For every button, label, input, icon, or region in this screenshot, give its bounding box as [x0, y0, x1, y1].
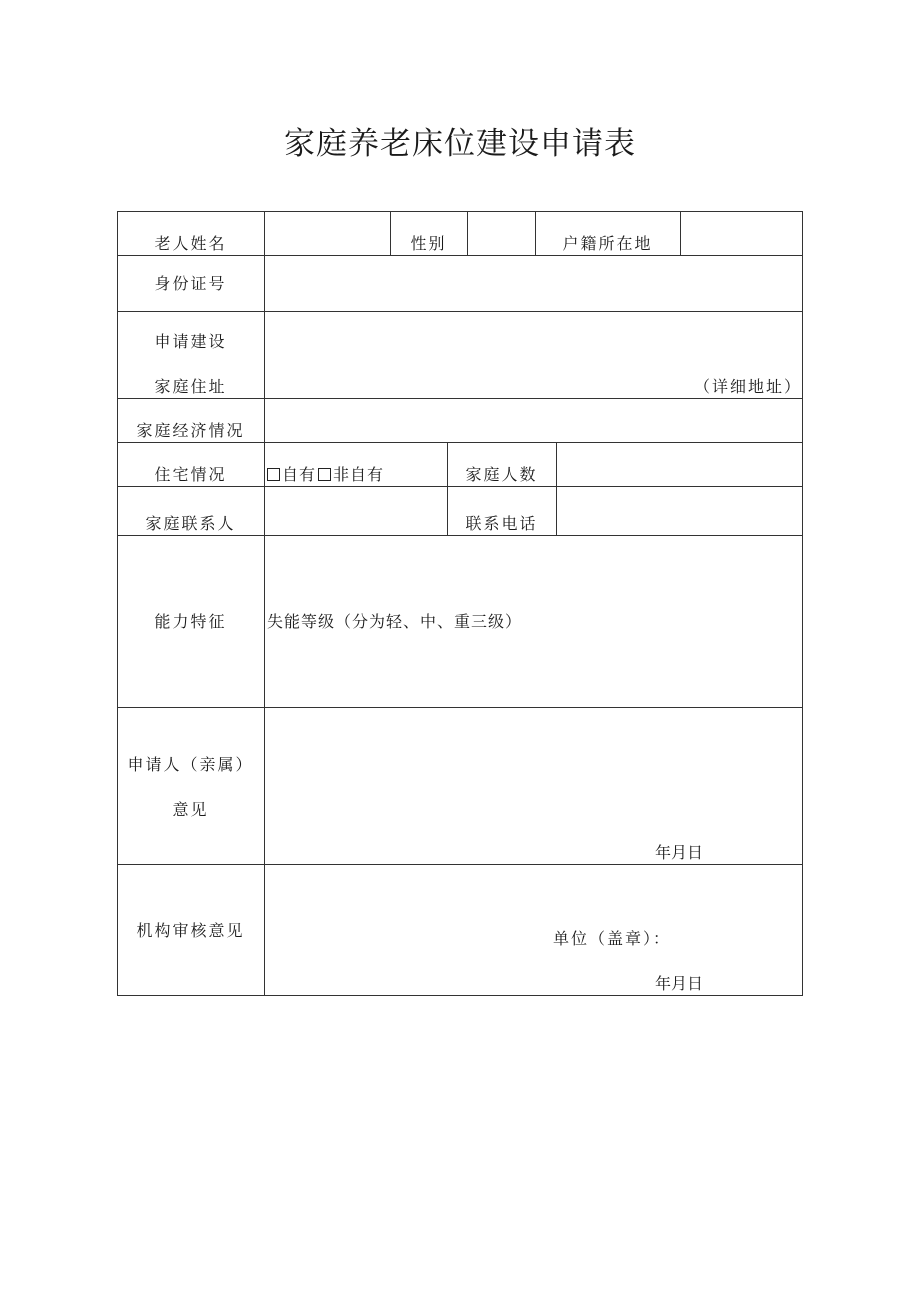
review-date: 年月日 — [655, 974, 704, 993]
family-size-label: 家庭人数 — [465, 465, 538, 484]
elder-name-label: 老人姓名 — [154, 234, 227, 253]
not-owned-option-label: 非自有 — [333, 465, 385, 484]
row-border — [117, 311, 803, 312]
row-border — [117, 255, 803, 256]
gender-label: 性别 — [410, 234, 447, 253]
applicant-date: 年月日 — [655, 843, 704, 862]
owned-option-label: 自有 — [282, 465, 317, 484]
address-hint: （详细地址） — [694, 377, 803, 396]
not-owned-checkbox[interactable] — [318, 468, 331, 481]
column-border — [117, 211, 118, 996]
review-label: 机构审核意见 — [136, 921, 245, 940]
household-label: 户籍所在地 — [562, 234, 653, 253]
applicant-label-line2: 意见 — [172, 800, 209, 819]
column-border — [802, 211, 803, 996]
row-border — [117, 535, 803, 536]
page-title: 家庭养老床位建设申请表 — [284, 126, 636, 162]
row-border — [117, 398, 803, 399]
ability-text: 失能等级（分为轻、中、重三级） — [267, 612, 523, 631]
contact-person-label: 家庭联系人 — [145, 514, 236, 533]
row-border — [117, 995, 803, 996]
row-border — [117, 442, 803, 443]
row-border — [117, 707, 803, 708]
address-label-line2: 家庭住址 — [154, 377, 227, 396]
economy-label: 家庭经济情况 — [136, 421, 245, 440]
owned-checkbox[interactable] — [267, 468, 280, 481]
column-border — [556, 442, 557, 535]
row-border — [117, 864, 803, 865]
column-border — [680, 211, 681, 255]
column-border — [467, 211, 468, 255]
address-label-line1: 申请建设 — [154, 332, 227, 351]
review-unit: 单位（盖章）： — [553, 929, 672, 948]
row-border — [117, 486, 803, 487]
ability-label: 能力特征 — [154, 612, 227, 631]
row-border — [117, 211, 803, 212]
housing-label: 住宅情况 — [154, 465, 227, 484]
column-border — [264, 211, 265, 996]
applicant-label-line1: 申请人（亲属） — [127, 755, 254, 774]
housing-options — [267, 465, 384, 485]
contact-phone-label: 联系电话 — [465, 514, 538, 533]
id-number-label: 身份证号 — [154, 274, 227, 293]
